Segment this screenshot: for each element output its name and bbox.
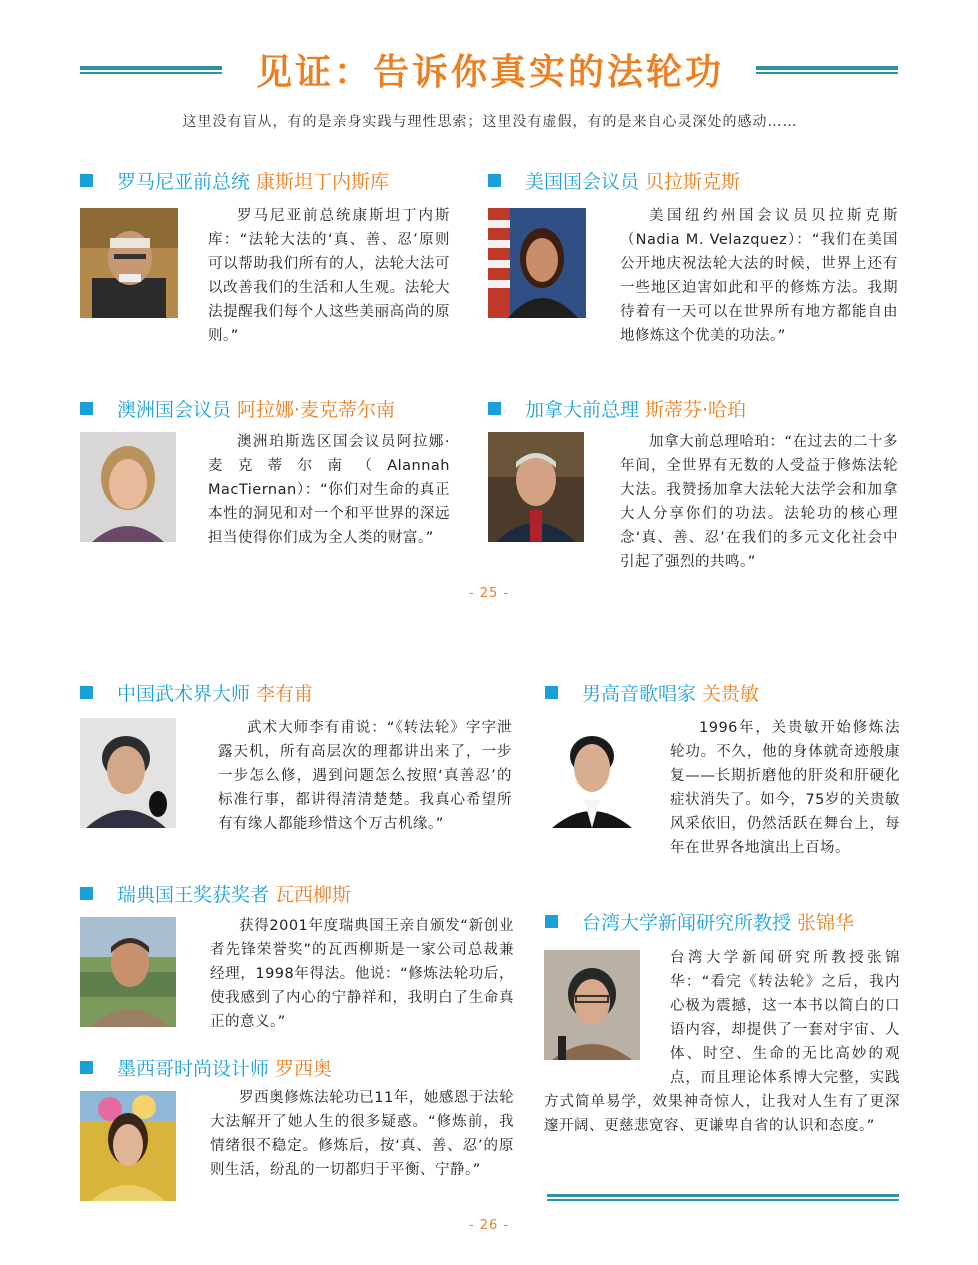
page-subtitle: 这里没有盲从，有的是亲身实践与理性思索；这里没有虚假，有的是来自心灵深处的感动…… [182,114,798,130]
testimony-quote: 武术大师李有甫说：“《转法轮》字字泄露天机，所有高层次的理都讲出来了，一步一步怎么修，遇到问题怎么按照‘真善忍’的标准行事，都讲得清清楚楚。我真心希望所有有缘人都能珍惜这个万古机缘。” [218,720,512,832]
section-role: 男高音歌唱家 [582,683,697,705]
section-role: 罗马尼亚前总统 [117,171,251,193]
section-heading [80,167,389,193]
bullet-square-icon [545,915,558,928]
section-role: 瑞典国王奖获奖者 [117,884,270,906]
section-name: 瓦西柳斯 [275,884,352,906]
section-name: 关贵敏 [702,683,760,705]
header-rule-left [80,66,222,76]
page-number: - 26 - [468,1218,510,1233]
section-role: 台湾大学新闻研究所教授 [582,912,792,934]
portrait-photo [488,208,586,318]
bullet-square-icon [80,887,93,900]
section-name: 斯蒂芬·哈珀 [645,399,747,421]
bullet-square-icon [80,174,93,187]
page-title: 见证：告诉你真实的法轮功 [255,52,724,93]
bullet-square-icon [488,174,501,187]
testimony-quote: 加拿大前总理哈珀：“在过去的二十多年间，全世界有无数的人受益于修炼法轮大法。我赞扬加拿大法轮大法学会和加拿大人分享你们的功法。法轮功的核心理念‘真、善、忍’在我们的多元文化社会中引起了强烈的共鸣。” [620,434,898,570]
testimony-quote-text: 台湾大学新闻研究所教授张锦华：“看完《转法轮》之后，我内心极为震撼，这一本书以简白的口语内容，却提供了一套对宇宙、人体、时空、生命的无比高妙的观点，而且理论体系博大完整，实践方式简单易学，效果神奇惊人，让我对人生有了更深邃开阔、更慈悲宽容、更谦卑自省的认识和态度。” [544,950,900,1134]
section-heading [80,679,313,705]
section-heading [545,908,854,934]
page-number: - 25 - [468,586,510,601]
section-role: 加拿大前总理 [525,399,640,421]
section-role: 墨西哥时尚设计师 [117,1058,270,1080]
section-name: 李有甫 [256,683,314,705]
portrait-photo [80,718,176,828]
testimony-quote: 罗马尼亚前总统康斯坦丁内斯库：“法轮大法的‘真、善、忍’原则可以帮助我们所有的人，法轮大法可以改善我们的生活和人生观。法轮大法提醒我们每个人这些美丽高尚的原则。” [208,208,450,344]
bullet-square-icon [80,1061,93,1074]
bullet-square-icon [488,402,501,415]
testimony-quote: 澳洲珀斯选区国会议员阿拉娜·麦克蒂尔南（Alannah MacTiernan）：“你们对生命的真正本性的洞见和对一个和平世界的深远担当使得你们成为全人类的财富。” [208,434,450,546]
portrait-photo [488,432,584,542]
portrait-photo [544,718,640,828]
bullet-square-icon [80,402,93,415]
section-heading [80,395,395,421]
section-name: 罗西奥 [275,1058,333,1080]
section-heading [488,167,740,193]
bullet-square-icon [545,686,558,699]
section-heading [488,395,746,421]
testimony-quote: 获得2001年度瑞典国王亲自颁发“新创业者先锋荣誉奖”的瓦西柳斯是一家公司总裁兼经理，1998年得法。他说：“修炼法轮功后，使我感到了内心的宁静祥和，我明白了生命真正的意义。” [210,918,514,1030]
testimony-quote: 美国纽约州国会议员贝拉斯克斯（Nadia M. Velazquez）：“我们在美国公开地庆祝法轮大法的时候，世界上还有一些地区迫害如此和平的修炼方法。我期待着有一天可以在世界所有地方都能自由地修炼这个优美的功法。” [620,208,898,344]
section-name: 张锦华 [797,912,855,934]
footer-rule [547,1194,899,1202]
testimony-quote: 罗西奥修炼法轮功已11年，她感恩于法轮大法解开了她人生的很多疑惑。“修炼前，我情绪很不稳定。修炼后，按‘真、善、忍’的原则生活，纷乱的一切都归于平衡、宁静。” [210,1090,514,1178]
section-heading [545,679,759,705]
portrait-photo [80,432,176,542]
testimony-quote: 1996年，关贵敏开始修炼法轮功。不久，他的身体就奇迹般康复——长期折磨他的肝炎和肝硬化症状消失了。如今，75岁的关贵敏风采依旧，仍然活跃在舞台上，每年在世界各地演出上百场。 [670,720,900,856]
section-heading [80,1054,332,1080]
section-name: 阿拉娜·麦克蒂尔南 [237,399,396,421]
header-rule-right [756,66,898,76]
section-heading [80,880,351,906]
photo-float-spacer [544,946,670,1086]
portrait-photo [80,208,178,318]
portrait-photo [80,917,176,1027]
portrait-photo [80,1091,176,1201]
testimony-quote [544,946,900,1138]
section-role: 中国武术界大师 [117,683,251,705]
section-name: 贝拉斯克斯 [645,171,741,193]
section-role: 澳洲国会议员 [117,399,232,421]
bullet-square-icon [80,686,93,699]
section-name: 康斯坦丁内斯库 [256,171,390,193]
section-role: 美国国会议员 [525,171,640,193]
